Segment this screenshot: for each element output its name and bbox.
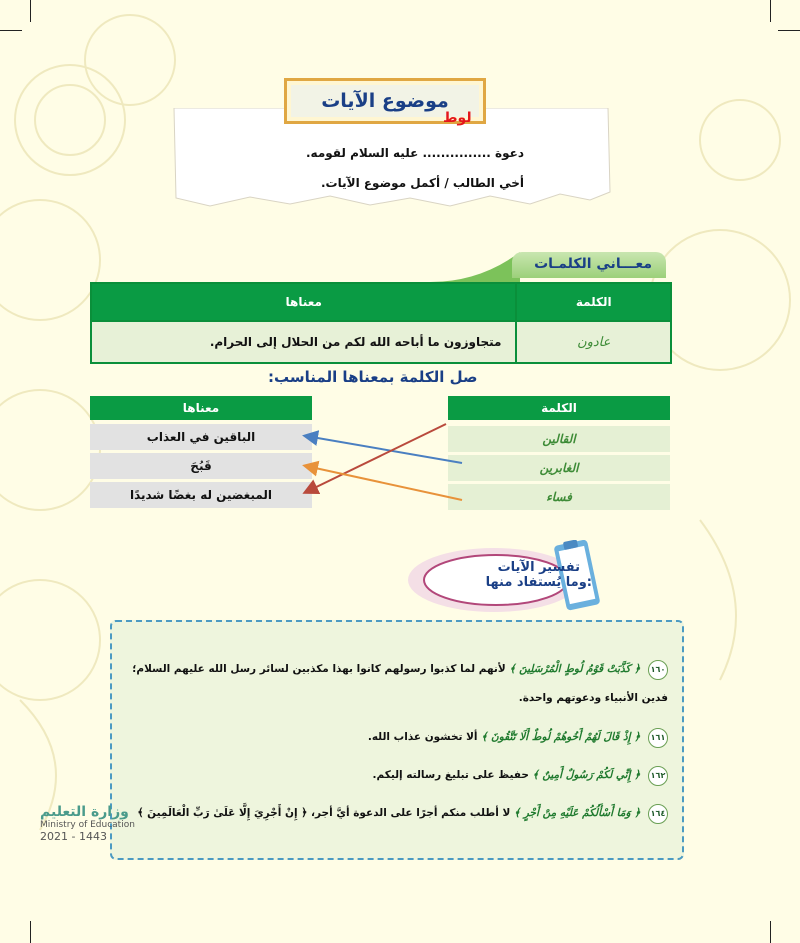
section-tab-word-meanings (512, 252, 666, 278)
table-row (91, 321, 671, 363)
verse-text: ﴿ وَمَا أَسْأَلُكُمْ عَلَيْهِ مِنْ أَجْرٍ ﴾ (513, 807, 641, 819)
verse-number: ١٦١ (648, 728, 668, 748)
tafsir-entry (372, 766, 668, 786)
topic-instruction: أخي الطالب / أكمل موضوع الآيات. (321, 176, 524, 190)
ministry-years: 2021 - 1443 (40, 830, 107, 843)
tafsir-entry (132, 660, 668, 680)
page-title: موضوع الآيات (321, 90, 449, 112)
verse-explanation: ألا تخشون عذاب الله. (367, 731, 478, 743)
match-word-item[interactable]: الغابرين (448, 455, 670, 481)
verse-text: ﴿ إِنِّي لَكُمْ رَسُولٌ أَمِينٌ ﴾ (532, 769, 641, 781)
tafsir-badge-text (486, 560, 592, 590)
crop-mark (770, 921, 771, 943)
match-word-item[interactable]: فساء (448, 484, 670, 510)
verse-explanation: لا أطلب منكم أجرًا على الدعوة أيَّ أجر، ﴿ إِنْ أَجْرِيَ إِلَّا عَلَىٰ رَبِّ الْعَالَمِينَ ﴾ (137, 807, 511, 819)
section-tab-label: معـــاني الكلمـات (534, 256, 652, 272)
verse-number: ١٦٠ (648, 660, 668, 680)
verse-explanation: فدين الأنبياء ودعوتهم واحدة. (518, 692, 668, 704)
crop-mark (770, 0, 771, 22)
verse-explanation: لأنهم لما كذبوا رسولهم كانوا بهذا مكذبين لسائر رسل الله عليهم السلام؛ (132, 663, 506, 675)
tafsir-title: تفسير الآيات (497, 560, 580, 575)
filled-answer: لوط (443, 110, 472, 126)
match-word-header: الكلمة (448, 396, 670, 420)
ministry-name-en: Ministry of Education (40, 820, 135, 830)
tafsir-subtitle: وما يُستفاد منها: (485, 575, 592, 590)
tafsir-entry (137, 804, 668, 824)
verse-text: ﴿ كَذَّبَتْ قَوْمُ لُوطٍ الْمُرْسَلِينَ ﴾ (509, 663, 641, 675)
meaning-cell: متجاوزون ما أباحه الله لكم من الحلال إلى الحرام. (91, 321, 516, 363)
ministry-name-ar: وزارة التعليم (40, 804, 129, 820)
crop-mark (0, 30, 22, 31)
crop-mark (30, 921, 31, 943)
tafsir-box (110, 620, 684, 860)
matching-title: صل الكلمة بمعناها المناسب: (268, 368, 478, 386)
tafsir-entry (519, 692, 668, 704)
ministry-watermark (40, 804, 135, 843)
verse-number: ١٦٢ (648, 766, 668, 786)
match-word-item[interactable]: القالين (448, 426, 670, 452)
word-column-header: الكلمة (516, 283, 671, 321)
match-meaning-header: معناها (90, 396, 312, 420)
crop-mark (30, 0, 31, 22)
verse-text: ﴿ إِذْ قَالَ لَهُمْ أَخُوهُمْ لُوطٌ أَلَا تَتَّقُونَ ﴾ (481, 731, 641, 743)
crop-mark (778, 30, 800, 31)
topic-prompt: دعوة ............... عليه السلام لقومه. (306, 146, 524, 160)
meaning-column-header: معناها (91, 283, 516, 321)
word-meaning-table (90, 282, 672, 364)
tab-curve-decoration (430, 252, 520, 282)
word-cell: عادون (516, 321, 671, 363)
match-meaning-item[interactable]: المبغضين له بغضًا شديدًا (90, 482, 312, 508)
tafsir-entry (368, 728, 668, 748)
verse-number: ١٦٤ (648, 804, 668, 824)
verse-explanation: حفيظ على تبليغ رسالته إليكم. (372, 769, 529, 781)
match-meaning-item[interactable]: الباقين في العذاب (90, 424, 312, 450)
match-meaning-item[interactable]: قَبُحَ (90, 453, 312, 479)
